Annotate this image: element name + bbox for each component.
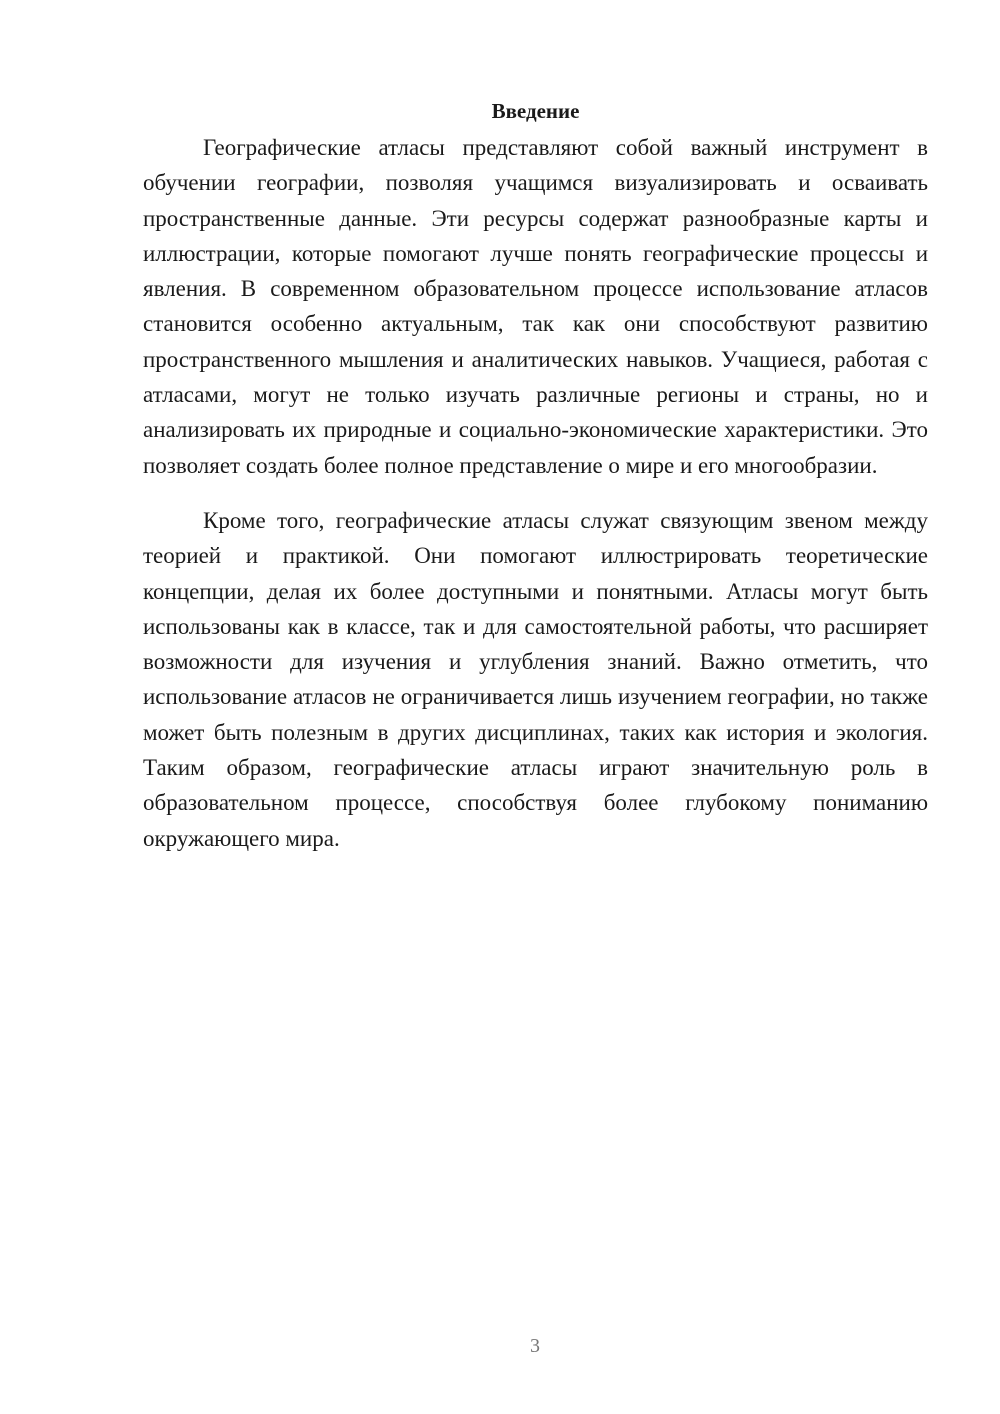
page-content: [143, 96, 928, 856]
paragraph-2: Кроме того, географические атласы служат связующим звеном между теорией и практикой. Они помогают иллюстрировать теоретические концепции, делая их более доступными и понятными. Атласы могут быть использованы как в классе, так и для самостоятельной работы, что расширяет возможности для изучения и углубления знаний. Важно отметить, что использование атласов не ограничивается лишь изучением географии, но также может быть полезным в других дисциплинах, таких как история и экология. Таким образом, географические атласы играют значительную роль в образовательном процессе, способствуя более глубокому пониманию окружающего мира.: [143, 507, 928, 851]
paragraph-1: Географические атласы представляют собой важный инструмент в обучении географии, позволяя учащимся визуализировать и осваивать пространственные данные. Эти ресурсы содержат разнообразные карты и иллюстрации, которые помогают лучше понять географические процессы и явления. В современном образовательном процессе использование атласов становится особенно актуальным, так как они способствуют развитию пространственного мышления и аналитических навыков. Учащиеся, работая с атласами, могут не только изучать различные регионы и страны, но и анализировать их природные и социально-экономические характеристики. Это позволяет создать более полное представление о мире и его многообразии.: [143, 135, 928, 478]
section-heading: Введение: [491, 99, 580, 123]
page-number: 3: [530, 1335, 540, 1357]
